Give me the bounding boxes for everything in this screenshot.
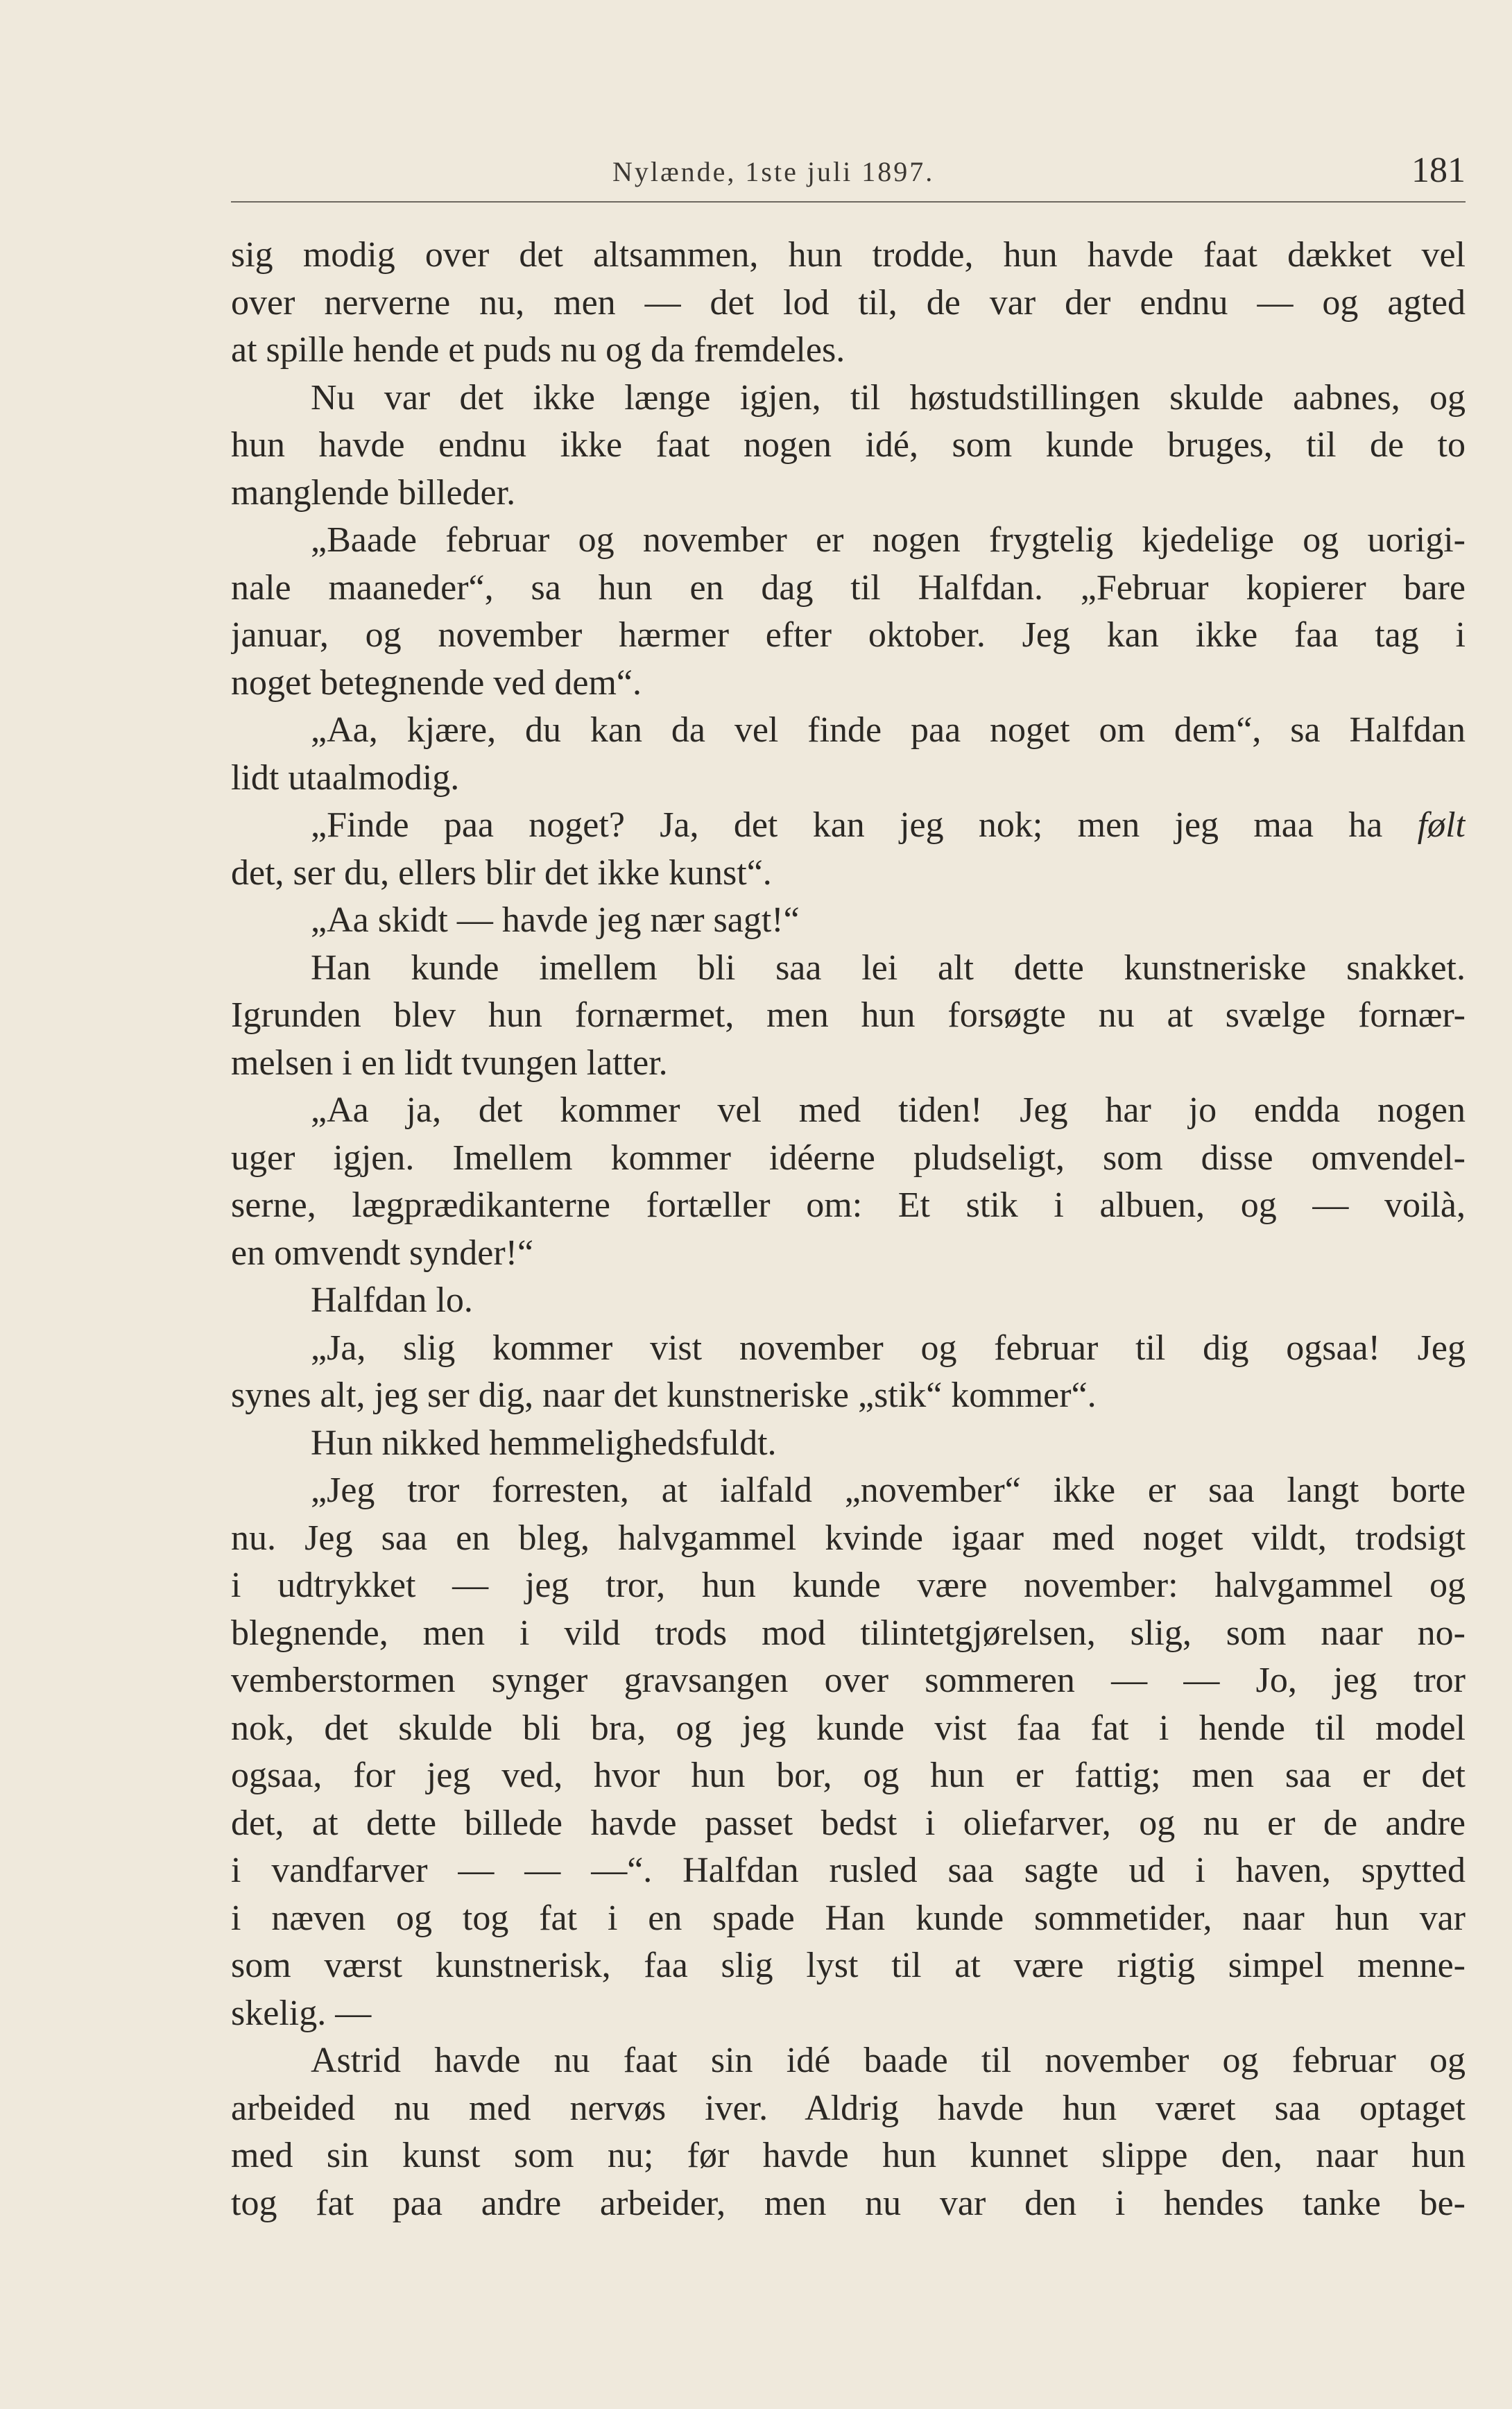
text-line: i vandfarver — — —“. Halfdan rusled saa sagte ud i haven, spytted xyxy=(231,1851,1466,1890)
text-line: i udtrykket — jeg tror, hun kunde være november: halvgammel og xyxy=(231,1566,1466,1605)
running-title: Nylænde, 1ste juli 1897. xyxy=(612,156,935,187)
text-line: Halfdan lo. xyxy=(311,1280,473,1320)
text-line: Han kunde imellem bli saa lei alt dette kunstneriske snakket. xyxy=(311,948,1466,988)
text-line: det, at dette billede havde passet bedst i oliefarver, og nu er de andre xyxy=(231,1803,1466,1843)
text-line: nale maaneder“, sa hun en dag til Halfdan. „Februar kopierer bare xyxy=(231,567,1466,608)
text-line: „Jeg tror forresten, at ialfald „november“ ikke er saa langt borte xyxy=(311,1471,1466,1510)
text-line: noget betegnende ved dem“. xyxy=(231,662,642,703)
text-line: „Baade februar og november er nogen frygtelig kjedelige og uorigi- xyxy=(311,520,1466,560)
emphasis: følt xyxy=(1417,805,1466,845)
text-line: det, ser du, ellers blir det ikke kunst“. xyxy=(231,852,772,893)
text-line: over nerverne nu, men — det lod til, de var der endnu — og agted xyxy=(231,282,1466,323)
text-line: som værst kunstnerisk, faa slig lyst til at være rigtig simpel menne- xyxy=(231,1946,1466,1985)
text-line: en omvendt synder!“ xyxy=(231,1233,534,1273)
text-line: „Aa skidt — havde jeg nær sagt!“ xyxy=(311,900,800,940)
text-line: melsen i en lidt tvungen latter. xyxy=(231,1043,668,1083)
text-line: skelig. — xyxy=(231,1993,372,2033)
text-line: vemberstormen synger gravsangen over sommeren — — Jo, jeg tror xyxy=(231,1661,1466,1700)
page-number: 181 xyxy=(1411,151,1466,190)
text-line: Hun nikked hemmelighedsfuldt. xyxy=(311,1423,777,1463)
text-line: januar, og november hærmer efter oktober. Jeg kan ikke faa tag i xyxy=(231,615,1466,655)
text-line: i næven og tog fat i en spade Han kunde sommetider, naar hun var xyxy=(231,1898,1466,1938)
text-line: nok, det skulde bli bra, og jeg kunde vist faa fat i hende til model xyxy=(231,1708,1466,1748)
text-line: sig modig over det altsammen, hun trodde, hun havde faat dækket vel xyxy=(231,235,1466,275)
text-line: uger igjen. Imellem kommer idéerne pludseligt, som disse omvendel- xyxy=(231,1138,1466,1178)
text-line: „Aa ja, det kommer vel med tiden! Jeg har jo endda nogen xyxy=(311,1090,1466,1130)
text-line: med sin kunst som nu; før havde hun kunnet slippe den, naar hun xyxy=(231,2136,1466,2175)
text-line: lidt utaalmodig. xyxy=(231,757,460,798)
text-line: Astrid havde nu faat sin idé baade til november og februar og xyxy=(311,2041,1466,2080)
text-line: ogsaa, for jeg ved, hvor hun bor, og hun er fattig; men saa er det xyxy=(231,1756,1466,1795)
text-line: nu. Jeg saa en bleg, halvgammel kvinde igaar med noget vildt, trodsigt xyxy=(231,1518,1466,1558)
text-line: hun havde endnu ikke faat nogen idé, som kunde bruges, til de to xyxy=(231,425,1466,465)
text-line: synes alt, jeg ser dig, naar det kunstneriske „stik“ kommer“. xyxy=(231,1375,1097,1415)
text-line: tog fat paa andre arbeider, men nu var den i hendes tanke be- xyxy=(231,2183,1466,2223)
text-line: „Aa, kjære, du kan da vel finde paa noget om dem“, sa Halfdan xyxy=(311,710,1466,750)
text-line: blegnende, men i vild trods mod tilintetgjørelsen, slig, som naar no- xyxy=(231,1613,1466,1653)
running-head xyxy=(231,146,1466,203)
text-line: Igrunden blev hun fornærmet, men hun forsøgte nu at svælge fornær- xyxy=(231,995,1466,1035)
text-line: Nu var det ikke længe igjen, til høstudstillingen skulde aabnes, og xyxy=(311,377,1466,418)
text-line: serne, lægprædikanterne fortæller om: Et stik i albuen, og — voilà, xyxy=(231,1185,1466,1225)
body-text xyxy=(231,232,1466,2227)
text-line: „Finde paa noget? Ja, det kan jeg nok; men jeg maa ha følt xyxy=(311,805,1466,845)
text-line: manglende billeder. xyxy=(231,472,516,513)
text-line: „Ja, slig kommer vist november og februar til dig ogsaa! Jeg xyxy=(311,1328,1466,1368)
text-line: arbeided nu med nervøs iver. Aldrig havde hun været saa optaget xyxy=(231,2088,1466,2128)
text-line: at spille hende et puds nu og da fremdeles. xyxy=(231,330,845,370)
